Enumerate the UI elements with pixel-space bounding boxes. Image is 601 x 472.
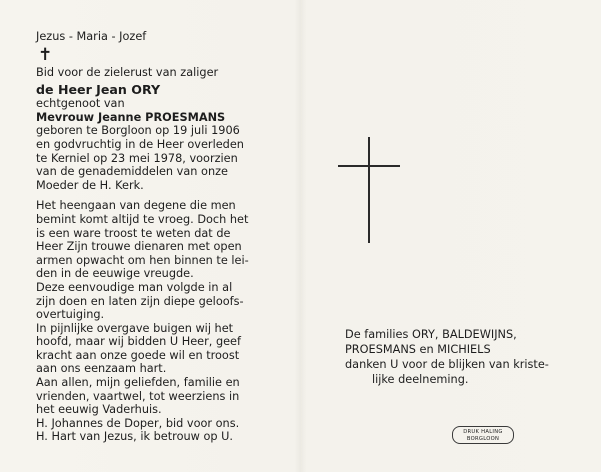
paragraph-1 [36,199,274,281]
prayer-line: Bid voor de zielerust van zaliger [36,65,219,79]
bio-line: geboren te Borgloon op 19 juli 1906 [36,124,240,138]
bio-line: te Kerniel op 23 mei 1978, voorzien [36,151,238,165]
text-line: bemint komt altijd te vroeg. Doch het [36,212,249,226]
text-line: Het heengaan van degene die men [36,199,236,213]
spouse-intro: echtgenoot van [36,97,125,111]
families-line: PROESMANS en MICHIELS [345,343,491,356]
thanks-line: lijke deelneming. [372,373,469,386]
text-line: zijn doen en laten zijn diepe geloofs- [36,294,244,308]
text-line: In pijnlijke overgave buigen wij het [36,321,234,335]
text-line: den in de eeuwige vreugde. [36,267,194,281]
text-line: overtuiging. [36,308,105,322]
printer-city: BORGLOON [466,436,500,442]
text-line: H. Johannes de Doper, bid voor ons. [36,416,240,430]
cross-vertical-bar [368,137,370,243]
right-panel [345,327,585,387]
text-line: kracht aan onze goede wil en troost [36,348,240,362]
text-line: hoofd, maar wij bidden U Heer, geef [36,335,241,349]
printer-stamp [452,426,514,444]
bio-line: van de genademiddelen van onze [36,165,228,179]
biography [36,124,274,192]
text-line: armen opwacht om hen binnen te lei- [36,253,249,267]
cross-icon: ✝ [38,44,53,65]
text-line: Deze eenvoudige man volgde in al [36,280,233,294]
bio-line: en godvruchtig in de Heer overleden [36,137,244,151]
paragraph-2 [36,281,274,322]
text-line: H. Hart van Jezus, ik betrouw op U. [36,430,234,444]
text-line: aan ons eenzaam hart. [36,362,167,376]
large-cross-icon [338,137,400,243]
paragraph-4 [36,376,274,417]
families-line: De families ORY, BALDEWIJNS, [345,328,517,341]
text-line: het eeuwig Vaderhuis. [36,403,162,417]
deceased-name: de Heer Jean ORY [36,82,161,98]
text-line: Heer Zijn trouwe dienaren met open [36,240,242,254]
thanks-line: danken U voor de blijken van kriste- [345,358,549,371]
spouse-name: Mevrouw Jeanne PROESMANS [36,110,226,124]
cross-horizontal-bar [338,165,400,167]
printer-name: DRUK HALING [463,429,503,435]
bio-line: Moeder de H. Kerk. [36,178,144,192]
invocation: Jezus - Maria - Jozef [36,30,147,43]
text-line: Aan allen, mijn geliefden, familie en [36,376,240,390]
paragraph-3 [36,322,274,376]
text-line: is een ware troost te weten dat de [36,226,231,240]
closing-invocations [36,417,274,444]
left-panel [36,30,274,444]
text-line: vrienden, vaartwel, tot weerziens in [36,389,240,403]
